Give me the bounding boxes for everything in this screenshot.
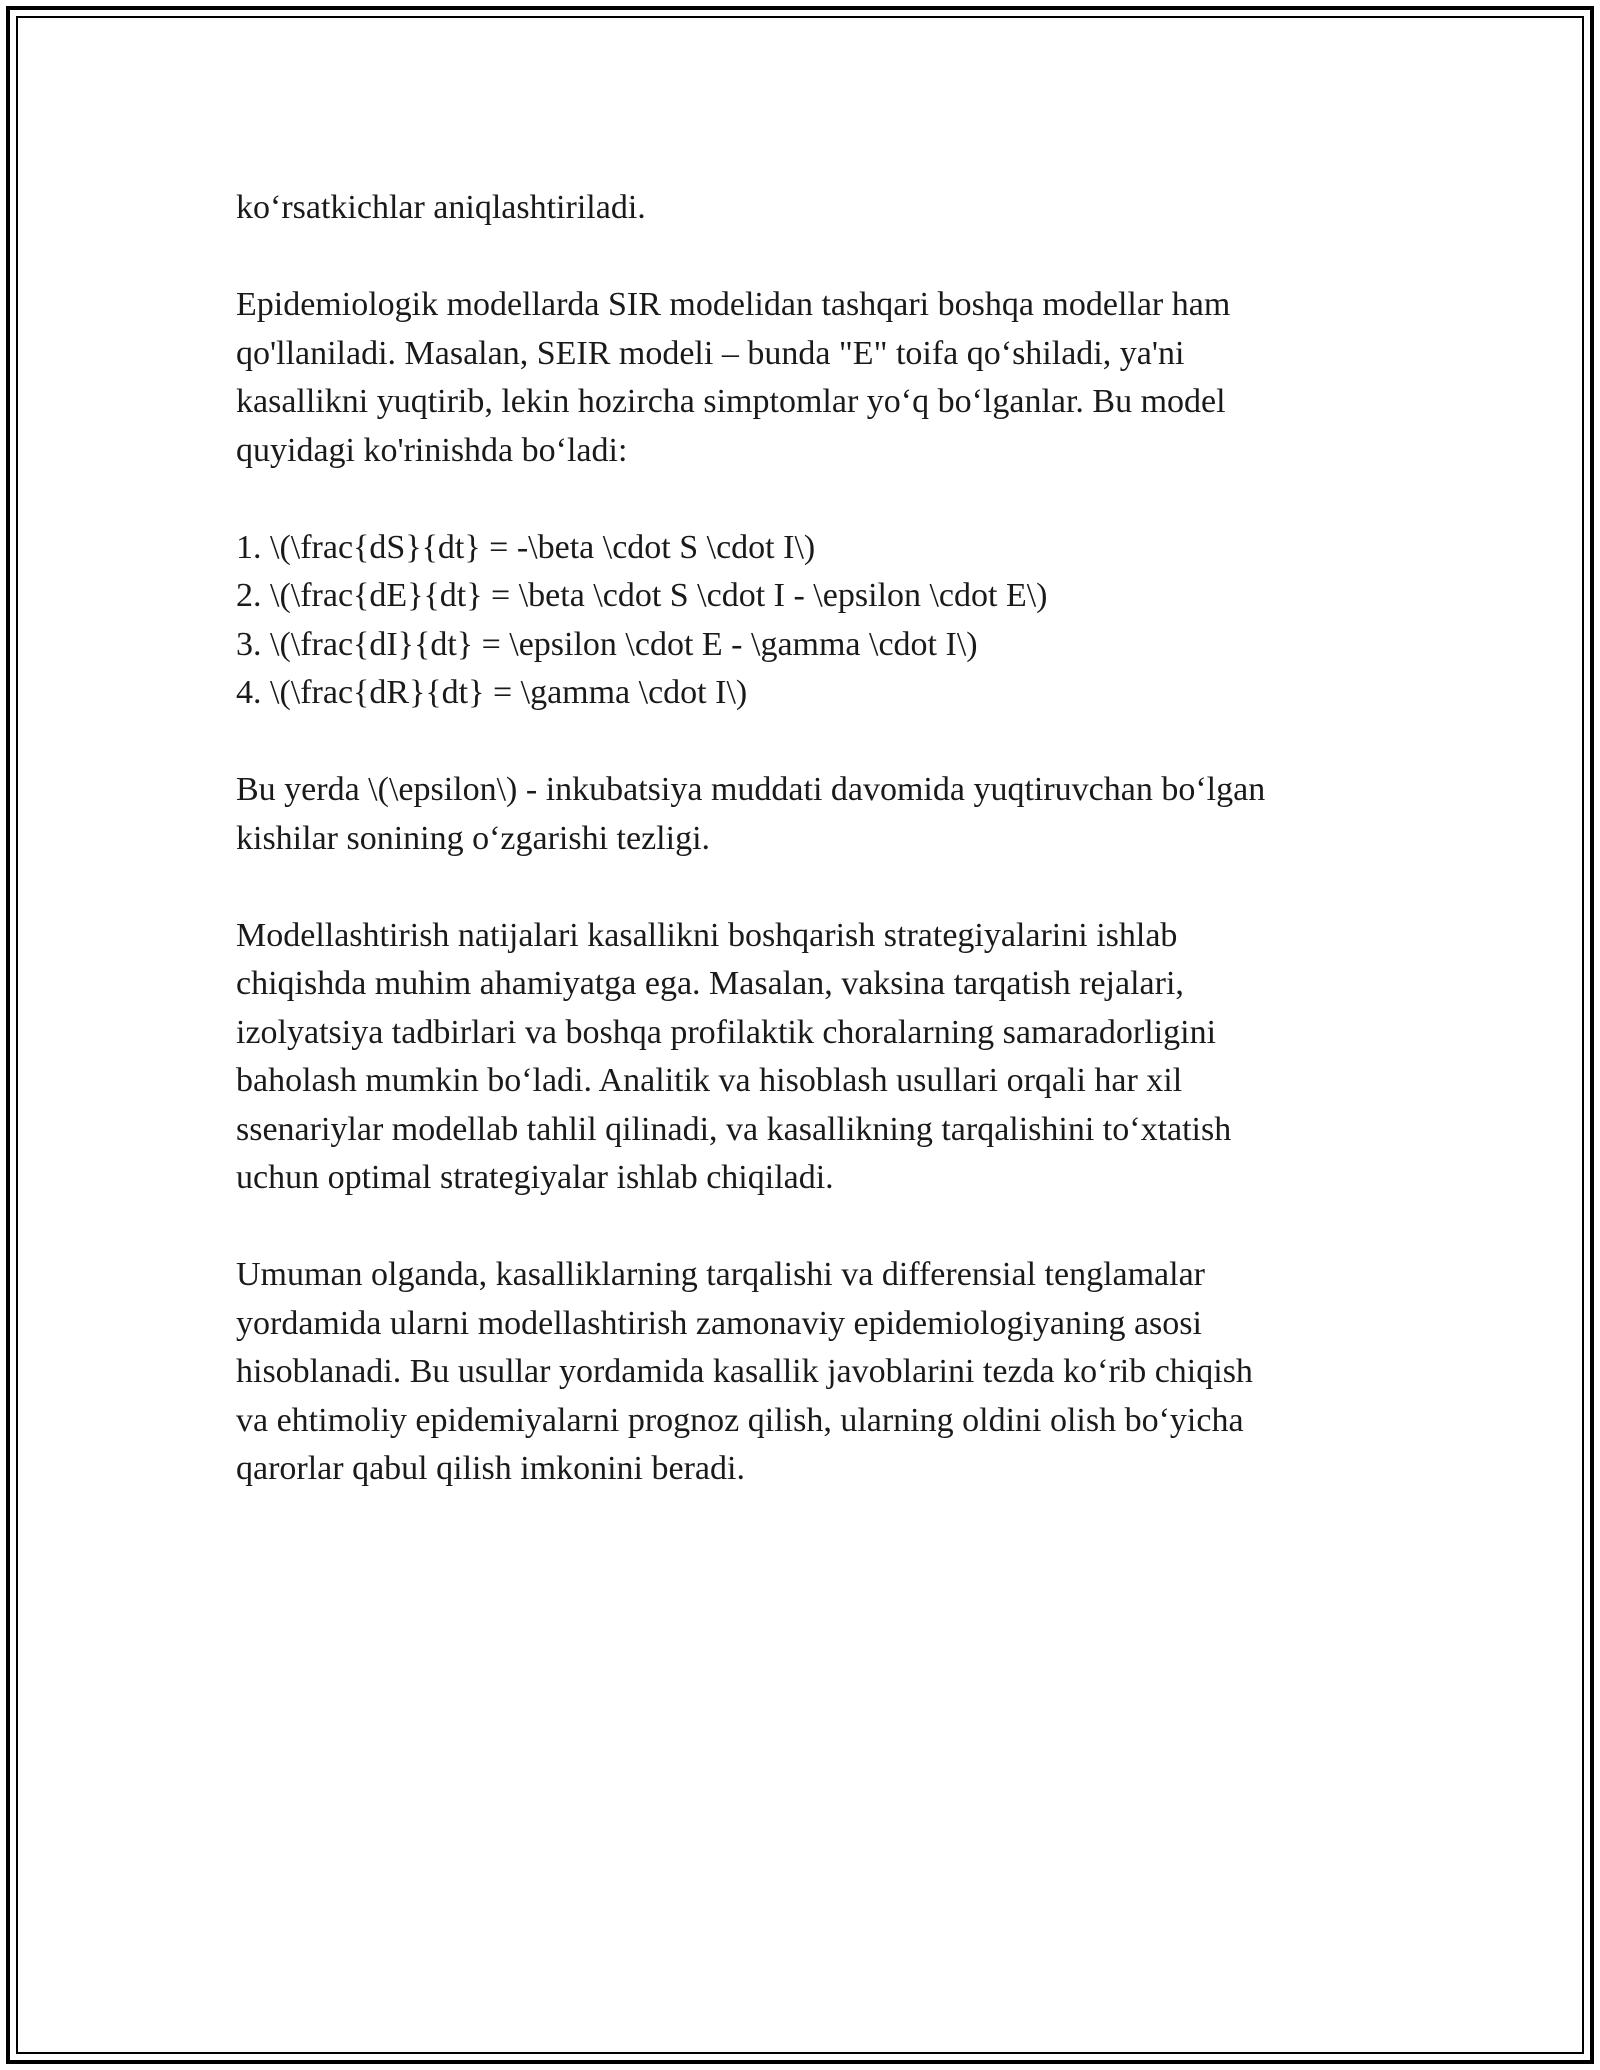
paragraph-conclusion: Umuman olganda, kasalliklarning tarqalishi va differensial tenglamalar yordamida ularni modellashtirish zamonaviy epidemiologiyaning asosi hisoblanadi. Bu usullar yordamida kasallik javoblarini tezda ko‘rib chiqish va ehtimoliy epidemiyalarni prognoz qilish, ularning oldini olish bo‘yicha qarorlar qabul qilish imkonini beradi. [236,1256,1253,1487]
formula-list [236,524,1376,718]
formula-de-dt: 2. \(\frac{dE}{dt} = \beta \cdot S \cdot I - \epsilon \cdot E\) [236,577,1048,614]
document-body [236,184,1376,1542]
formula-ds-dt: 1. \(\frac{dS}{dt} = -\beta \cdot S \cdot I\) [236,528,816,566]
paragraph-modelling-results: Modellashtirish natijalari kasallikni boshqarish strategiyalarini ishlab chiqishda muhim ahamiyatga ega. Masalan, vaksina tarqatish rejalari, izolyatsiya tadbirlari va boshqa profilaktik choralarning samaradorligini baholash mumkin bo‘ladi. Analitik va hisoblash usullari orqali har xil ssenariylar modellab tahlil qilinadi, va kasallikning tarqalishini to‘xtatish uchun optimal strategiyalar ishlab chiqiladi. [236,916,1232,1196]
paragraph-continuation: ko‘rsatkichlar aniqlashtiriladi. [236,189,646,226]
paragraph-seir-intro: Epidemiologik modellarda SIR modelidan tashqari boshqa modellar ham qo'llaniladi. Masalan, SEIR modeli – bunda "E" toifa qo‘shiladi, ya'ni kasallikni yuqtirib, lekin hozircha simptomlar yo‘q bo‘lganlar. Bu model quyidagi ko'rinishda bo‘ladi: [236,286,1231,469]
formula-dr-dt: 4. \(\frac{dR}{dt} = \gamma \cdot I\) [236,674,748,711]
formula-di-dt: 3. \(\frac{dI}{dt} = \epsilon \cdot E - \gamma \cdot I\) [236,625,978,663]
paragraph-epsilon-definition: Bu yerda \(\epsilon\) - inkubatsiya muddati davomida yuqtiruvchan bo‘lgan kishilar sonining o‘zgarishi tezligi. [236,771,1266,857]
